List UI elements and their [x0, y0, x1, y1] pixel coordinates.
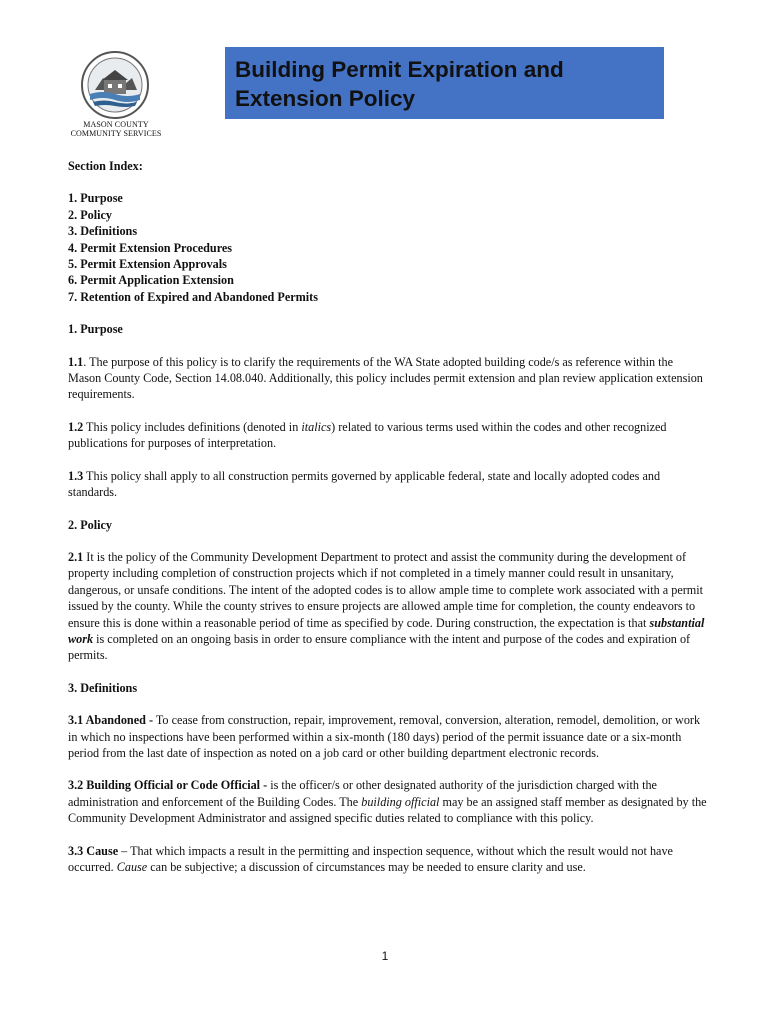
definition-cause: 3.3 Cause – That which impacts a result in the permitting and inspection sequence, without which the result would not have occurred. Cause can be subjective; a discussion of circumstances may be needed to ensure clarity and use.: [68, 843, 673, 874]
logo-line-2: COMMUNITY SERVICES: [70, 129, 162, 138]
title-line-1: Building Permit Expiration and: [235, 57, 564, 82]
purpose-heading: 1. Purpose: [68, 322, 123, 337]
policy-heading: 2. Policy: [68, 517, 113, 532]
index-item: 2. Policy: [68, 207, 113, 222]
paragraph-1-2: 1.2 This policy includes definitions (denoted in italics) related to various terms used within the codes and other recognized publications for purposes of interpretation.: [68, 419, 667, 451]
title-banner: [225, 47, 664, 119]
logo-line-1: MASON COUNTY: [83, 120, 149, 129]
paragraph-1-1: 1.1. The purpose of this policy is to clarify the requirements of the WA State adopted building code/s as reference within the Mason County Code, Section 14.08.040. Additionally, this policy includes permit extension and plan review application extension requirements.: [68, 354, 703, 402]
index-item: 3. Definitions: [68, 224, 138, 239]
index-item: 5. Permit Extension Approvals: [68, 257, 227, 272]
definition-building-official: 3.2 Building Official or Code Official - is the officer/s or other designated authority of the jurisdiction charged with the administration and enforcement of the Building Codes. The building official may be an assigned staff member as designated by the Community Development Administrator and assigned specific duties related to compliance with this policy.: [68, 778, 707, 826]
document-body: [68, 158, 708, 891]
paragraph-1-3: 1.3 This policy shall apply to all construction permits governed by applicable federal, state and locally adopted codes and standards.: [68, 468, 661, 500]
index-item: 4. Permit Extension Procedures: [68, 240, 233, 255]
document-title: [235, 55, 564, 113]
title-line-2: Extension Policy: [235, 86, 416, 111]
definitions-heading: 3. Definitions: [68, 680, 138, 695]
index-item: 7. Retention of Expired and Abandoned Permits: [68, 289, 318, 304]
index-item: 6. Permit Application Extension: [68, 273, 234, 288]
page-number: 1: [381, 949, 389, 963]
county-logo: [70, 50, 160, 138]
index-item: 1. Purpose: [68, 191, 123, 206]
paragraph-2-1: 2.1 It is the policy of the Community Development Department to protect and assist the community during the development of property including completion of construction projects which if not completed in a timely manner could result in unsanitary, dangerous, or unsafe conditions. The intent of the adopted codes is to allow ample time to complete work associated with a permit issued by the county. While the county strives to ensure projects are allowed ample time for completion, the county endeavors to ensure this is done within a reasonable period of time as specified by code. During construction, the expectation is that substantial work is completed on an ongoing basis in order to ensure compliance with the intent and purpose of the codes and expiration of permits.: [68, 549, 705, 663]
definition-abandoned: 3.1 Abandoned - To cease from construction, repair, improvement, removal, conversion, alteration, remodel, demolition, or work in which no inspections have been performed within a six-month (180 days) period of the permit issuance date or a six-month period from the last date of inspection as noted on a job card or other building department electronic records.: [68, 713, 701, 760]
section-index-list: [68, 190, 708, 305]
section-index-heading: Section Index:: [68, 159, 143, 173]
logo-caption: [70, 120, 162, 138]
county-seal-icon: [77, 50, 153, 120]
